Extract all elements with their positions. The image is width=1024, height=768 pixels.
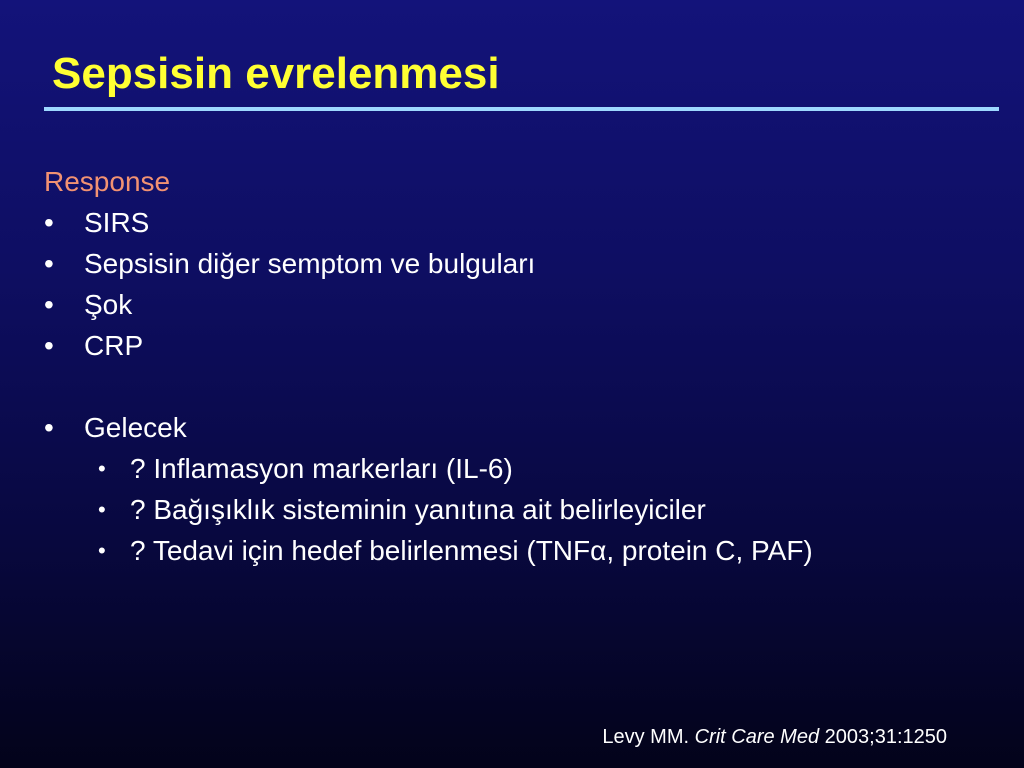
future-list [44,407,1004,448]
list-item-text: Sepsisin diğer semptom ve bulguları [84,248,536,279]
sub-list-item [98,489,1004,530]
list-item [44,243,1004,284]
section-label: Response [44,166,171,197]
list-item-text: Gelecek [84,412,187,443]
bullet-icon: • [44,412,54,443]
slide-content [44,162,1004,571]
bullet-icon: • [44,248,54,279]
list-item-text: SIRS [84,207,150,238]
citation-authors: Levy MM. [602,726,690,748]
bullet-icon: • [98,497,106,522]
sub-list-item-text: ? Inflamasyon markerları (IL-6) [130,453,513,484]
sub-list-item-text: ? Bağışıklık sisteminin yanıtına ait belirleyiciler [130,494,706,525]
spacer [44,366,1004,407]
list-item [44,284,1004,325]
list-item [44,202,1004,243]
citation-journal: Crit Care Med [694,726,820,748]
future-sub-list [44,448,1004,571]
bullet-icon: • [44,207,54,238]
citation [602,724,947,750]
sub-list-item-text: ? Tedavi için hedef belirlenmesi (TNFα, protein C, PAF) [130,535,813,566]
list-item [44,325,1004,366]
sub-list-item [98,530,1004,571]
citation-ref: 2003;31:1250 [824,726,947,748]
sub-list-item [98,448,1004,489]
list-item-text: Şok [84,289,133,320]
bullet-icon: • [98,538,106,563]
list-item-text: CRP [84,330,144,361]
bullet-icon: • [98,456,106,481]
slide-title: Sepsisin evrelenmesi [52,49,500,98]
response-list [44,202,1004,366]
list-item-future [44,407,1004,448]
bullet-icon: • [44,289,54,320]
title-divider [44,107,999,111]
bullet-icon: • [44,330,54,361]
